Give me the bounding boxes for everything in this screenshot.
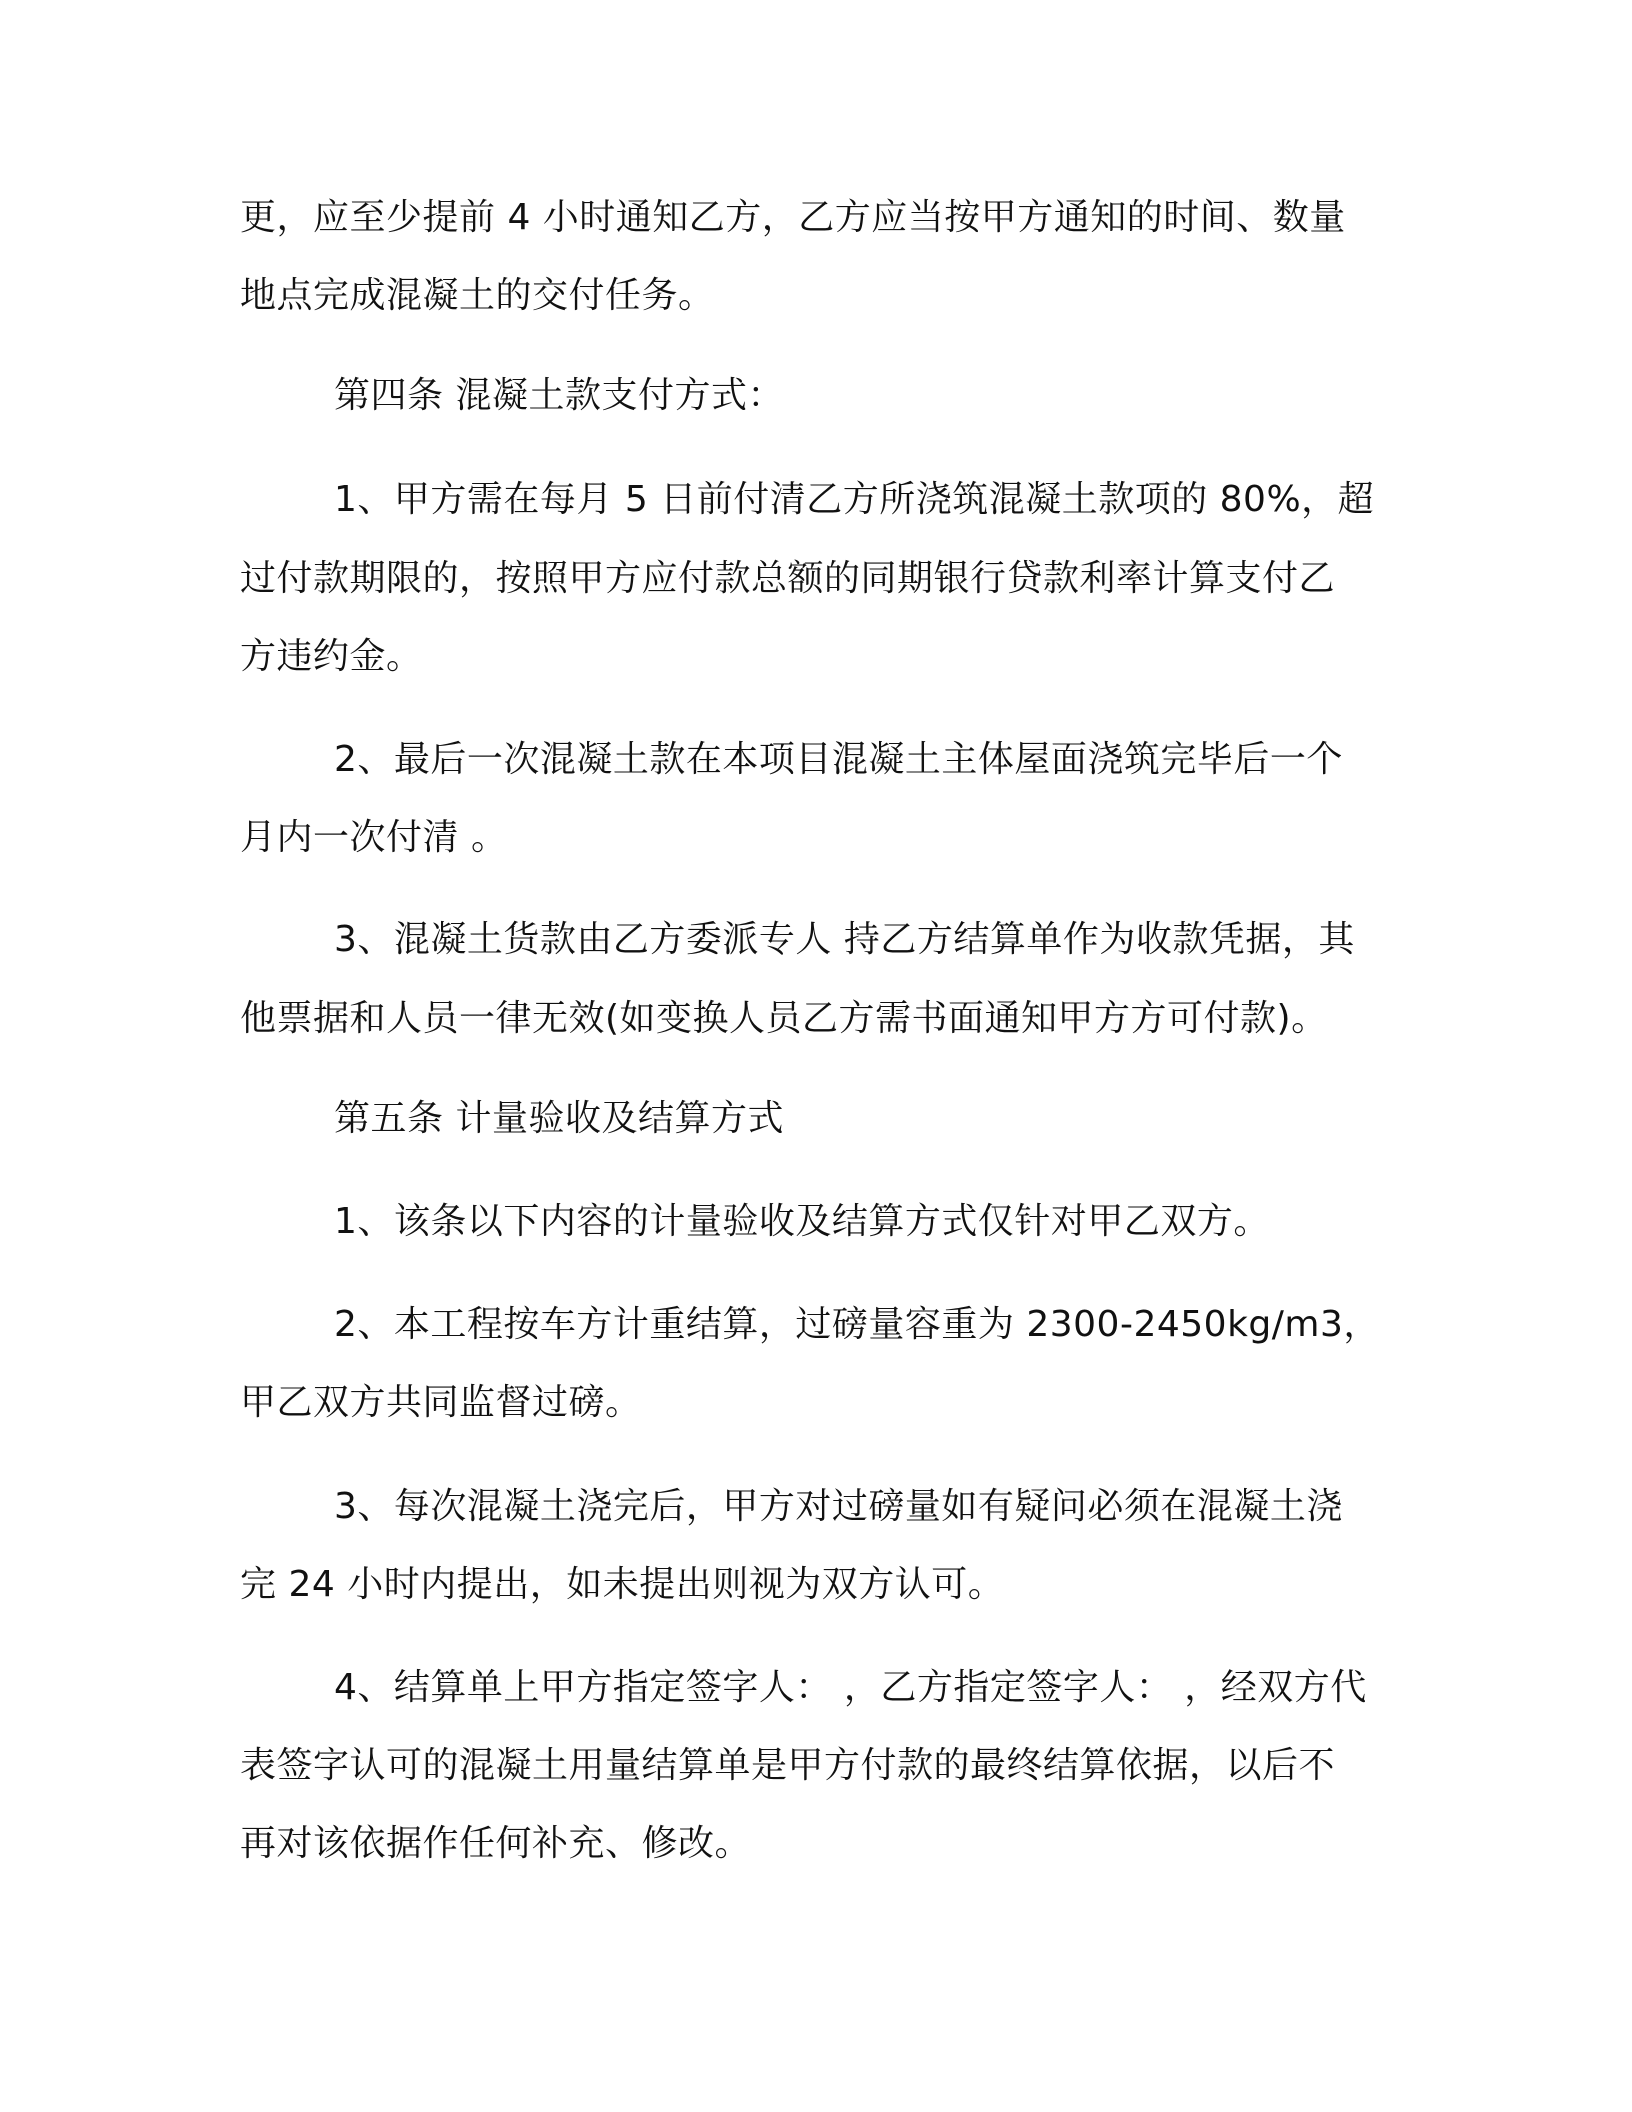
text-line: 甲乙双方共同监督过磅。 — [240, 1382, 642, 1423]
text-line: 再对该依据作任何补充、修改。 — [240, 1823, 752, 1864]
text-line: 3、混凝土货款由乙方委派专人 持乙方结算单作为收款凭据，其 — [334, 919, 1355, 960]
section-heading: 第五条 计量验收及结算方式 — [334, 1098, 784, 1139]
section-heading: 第四条 混凝土款支付方式： — [334, 375, 784, 416]
text-line: 1、甲方需在每月 5 日前付清乙方所浇筑混凝土款项的 80%，超 — [334, 479, 1375, 520]
text-line: 1、该条以下内容的计量验收及结算方式仅针对甲乙双方。 — [334, 1201, 1270, 1242]
text-line: 3、每次混凝土浇完后，甲方对过磅量如有疑问必须在混凝土浇 — [334, 1486, 1343, 1527]
text-line: 2、本工程按车方计重结算，过磅量容重为 2300-2450kg/m3， — [334, 1304, 1380, 1345]
text-line: 完 24 小时内提出，如未提出则视为双方认可。 — [240, 1564, 1005, 1605]
text-line: 他票据和人员一律无效(如变换人员乙方需书面通知甲方方可付款)。 — [240, 998, 1328, 1039]
text-line: 方违约金。 — [240, 636, 423, 677]
text-line: 地点完成混凝土的交付任务。 — [240, 275, 715, 316]
text-line: 表签字认可的混凝土用量结算单是甲方付款的最终结算依据，以后不 — [240, 1745, 1336, 1786]
text-line: 月内一次付清 。 — [240, 817, 508, 858]
text-line: 4、结算单上甲方指定签字人： ，乙方指定签字人： ，经双方代 — [334, 1667, 1367, 1708]
text-line: 过付款期限的，按照甲方应付款总额的同期银行贷款利率计算支付乙 — [240, 558, 1336, 599]
text-line: 更，应至少提前 4 小时通知乙方，乙方应当按甲方通知的时间、数量 — [240, 197, 1346, 238]
text-line: 2、最后一次混凝土款在本项目混凝土主体屋面浇筑完毕后一个 — [334, 739, 1343, 780]
